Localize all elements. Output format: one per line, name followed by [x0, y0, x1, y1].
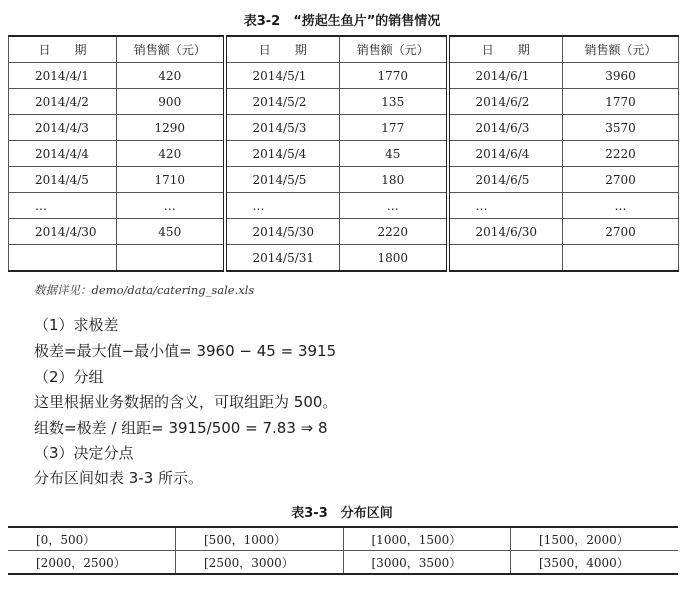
step2-title: （2）分组	[34, 368, 104, 386]
date-cell: …	[448, 193, 563, 219]
date-cell: 2014/4/30	[9, 219, 117, 245]
date-cell: 2014/6/1	[448, 63, 563, 89]
date-cell: 2014/6/3	[448, 115, 563, 141]
date-cell: …	[225, 193, 340, 219]
sales-cell	[117, 245, 225, 272]
date-cell: 2014/4/4	[9, 141, 117, 167]
step1-formula: 极差=最大值−最小值= 3960 − 45 = 3915	[34, 342, 337, 360]
sales-cell: 180	[340, 167, 448, 193]
sales-cell: …	[340, 193, 448, 219]
sales-cell: 2220	[563, 141, 679, 167]
date-cell: 2014/5/5	[225, 167, 340, 193]
date-cell	[448, 245, 563, 272]
step2-formula: 组数=极差 / 组距= 3915/500 = 7.83 ⇒ 8	[34, 419, 328, 437]
sales-cell: 177	[340, 115, 448, 141]
date-cell: 2014/5/3	[225, 115, 340, 141]
data-source-note: 数据详见：demo/data/catering_sale.xls	[34, 283, 255, 297]
bins-table-row	[8, 527, 678, 551]
bin-interval-cell: [2500，3000）	[176, 551, 344, 575]
date-cell: …	[9, 193, 117, 219]
header-sales-jun: 销售额（元）	[563, 36, 679, 63]
sales-table-row	[9, 245, 679, 272]
step1-title: （1）求极差	[34, 316, 119, 334]
sales-cell: 2220	[340, 219, 448, 245]
date-cell: 2014/4/3	[9, 115, 117, 141]
step3-title: （3）决定分点	[34, 444, 134, 462]
sales-cell: 900	[117, 89, 225, 115]
sales-cell: 1770	[340, 63, 448, 89]
sales-cell: 1770	[563, 89, 679, 115]
date-cell: 2014/4/2	[9, 89, 117, 115]
header-date-jun: 日 期	[448, 36, 563, 63]
sales-cell: 135	[340, 89, 448, 115]
table-3-3-caption: 表3-3 分布区间	[291, 506, 393, 521]
sales-table-row	[9, 63, 679, 89]
sales-cell: 450	[117, 219, 225, 245]
sales-table-row	[9, 141, 679, 167]
date-cell: 2014/5/4	[225, 141, 340, 167]
sales-cell: 45	[340, 141, 448, 167]
sales-table	[8, 35, 679, 272]
sales-table-row	[9, 89, 679, 115]
date-cell: 2014/5/30	[225, 219, 340, 245]
bins-table-body	[8, 527, 678, 574]
sales-cell: 1800	[340, 245, 448, 272]
date-cell: 2014/6/2	[448, 89, 563, 115]
sales-table-row	[9, 193, 679, 219]
step3-text: 分布区间如表 3-3 所示。	[34, 469, 204, 487]
sales-table-body	[9, 63, 679, 272]
sales-table-header-row	[9, 36, 679, 63]
sales-cell: 420	[117, 63, 225, 89]
header-date-may: 日 期	[225, 36, 340, 63]
sales-table-row	[9, 219, 679, 245]
date-cell: 2014/6/4	[448, 141, 563, 167]
bin-interval-cell: [3500，4000）	[511, 551, 679, 575]
sales-cell: 1710	[117, 167, 225, 193]
sales-cell: …	[563, 193, 679, 219]
bin-interval-cell: [1000，1500）	[343, 527, 511, 551]
date-cell: 2014/6/30	[448, 219, 563, 245]
date-cell: 2014/5/31	[225, 245, 340, 272]
sales-table-row	[9, 115, 679, 141]
date-cell	[9, 245, 117, 272]
step2-text: 这里根据业务数据的含义，可取组距为 500。	[34, 393, 338, 411]
table-3-2-caption: 表3-2 “捞起生鱼片”的销售情况	[243, 14, 441, 29]
sales-cell: 2700	[563, 167, 679, 193]
sales-cell	[563, 245, 679, 272]
date-cell: 2014/5/1	[225, 63, 340, 89]
sales-cell: 3570	[563, 115, 679, 141]
bin-interval-cell: [3000，3500）	[343, 551, 511, 575]
bin-interval-cell: [1500，2000）	[511, 527, 679, 551]
bin-interval-cell: [500，1000）	[176, 527, 344, 551]
date-cell: 2014/4/5	[9, 167, 117, 193]
sales-cell: 3960	[563, 63, 679, 89]
header-sales-apr: 销售额（元）	[117, 36, 225, 63]
header-date-apr: 日 期	[9, 36, 117, 63]
header-sales-may: 销售额（元）	[340, 36, 448, 63]
sales-table-row	[9, 167, 679, 193]
date-cell: 2014/5/2	[225, 89, 340, 115]
sales-cell: 2700	[563, 219, 679, 245]
sales-cell: …	[117, 193, 225, 219]
date-cell: 2014/6/5	[448, 167, 563, 193]
sales-cell: 420	[117, 141, 225, 167]
bins-table-row	[8, 551, 678, 575]
sales-cell: 1290	[117, 115, 225, 141]
bin-interval-cell: [2000，2500）	[8, 551, 176, 575]
bin-interval-cell: [0，500）	[8, 527, 176, 551]
bins-table	[8, 526, 678, 575]
date-cell: 2014/4/1	[9, 63, 117, 89]
